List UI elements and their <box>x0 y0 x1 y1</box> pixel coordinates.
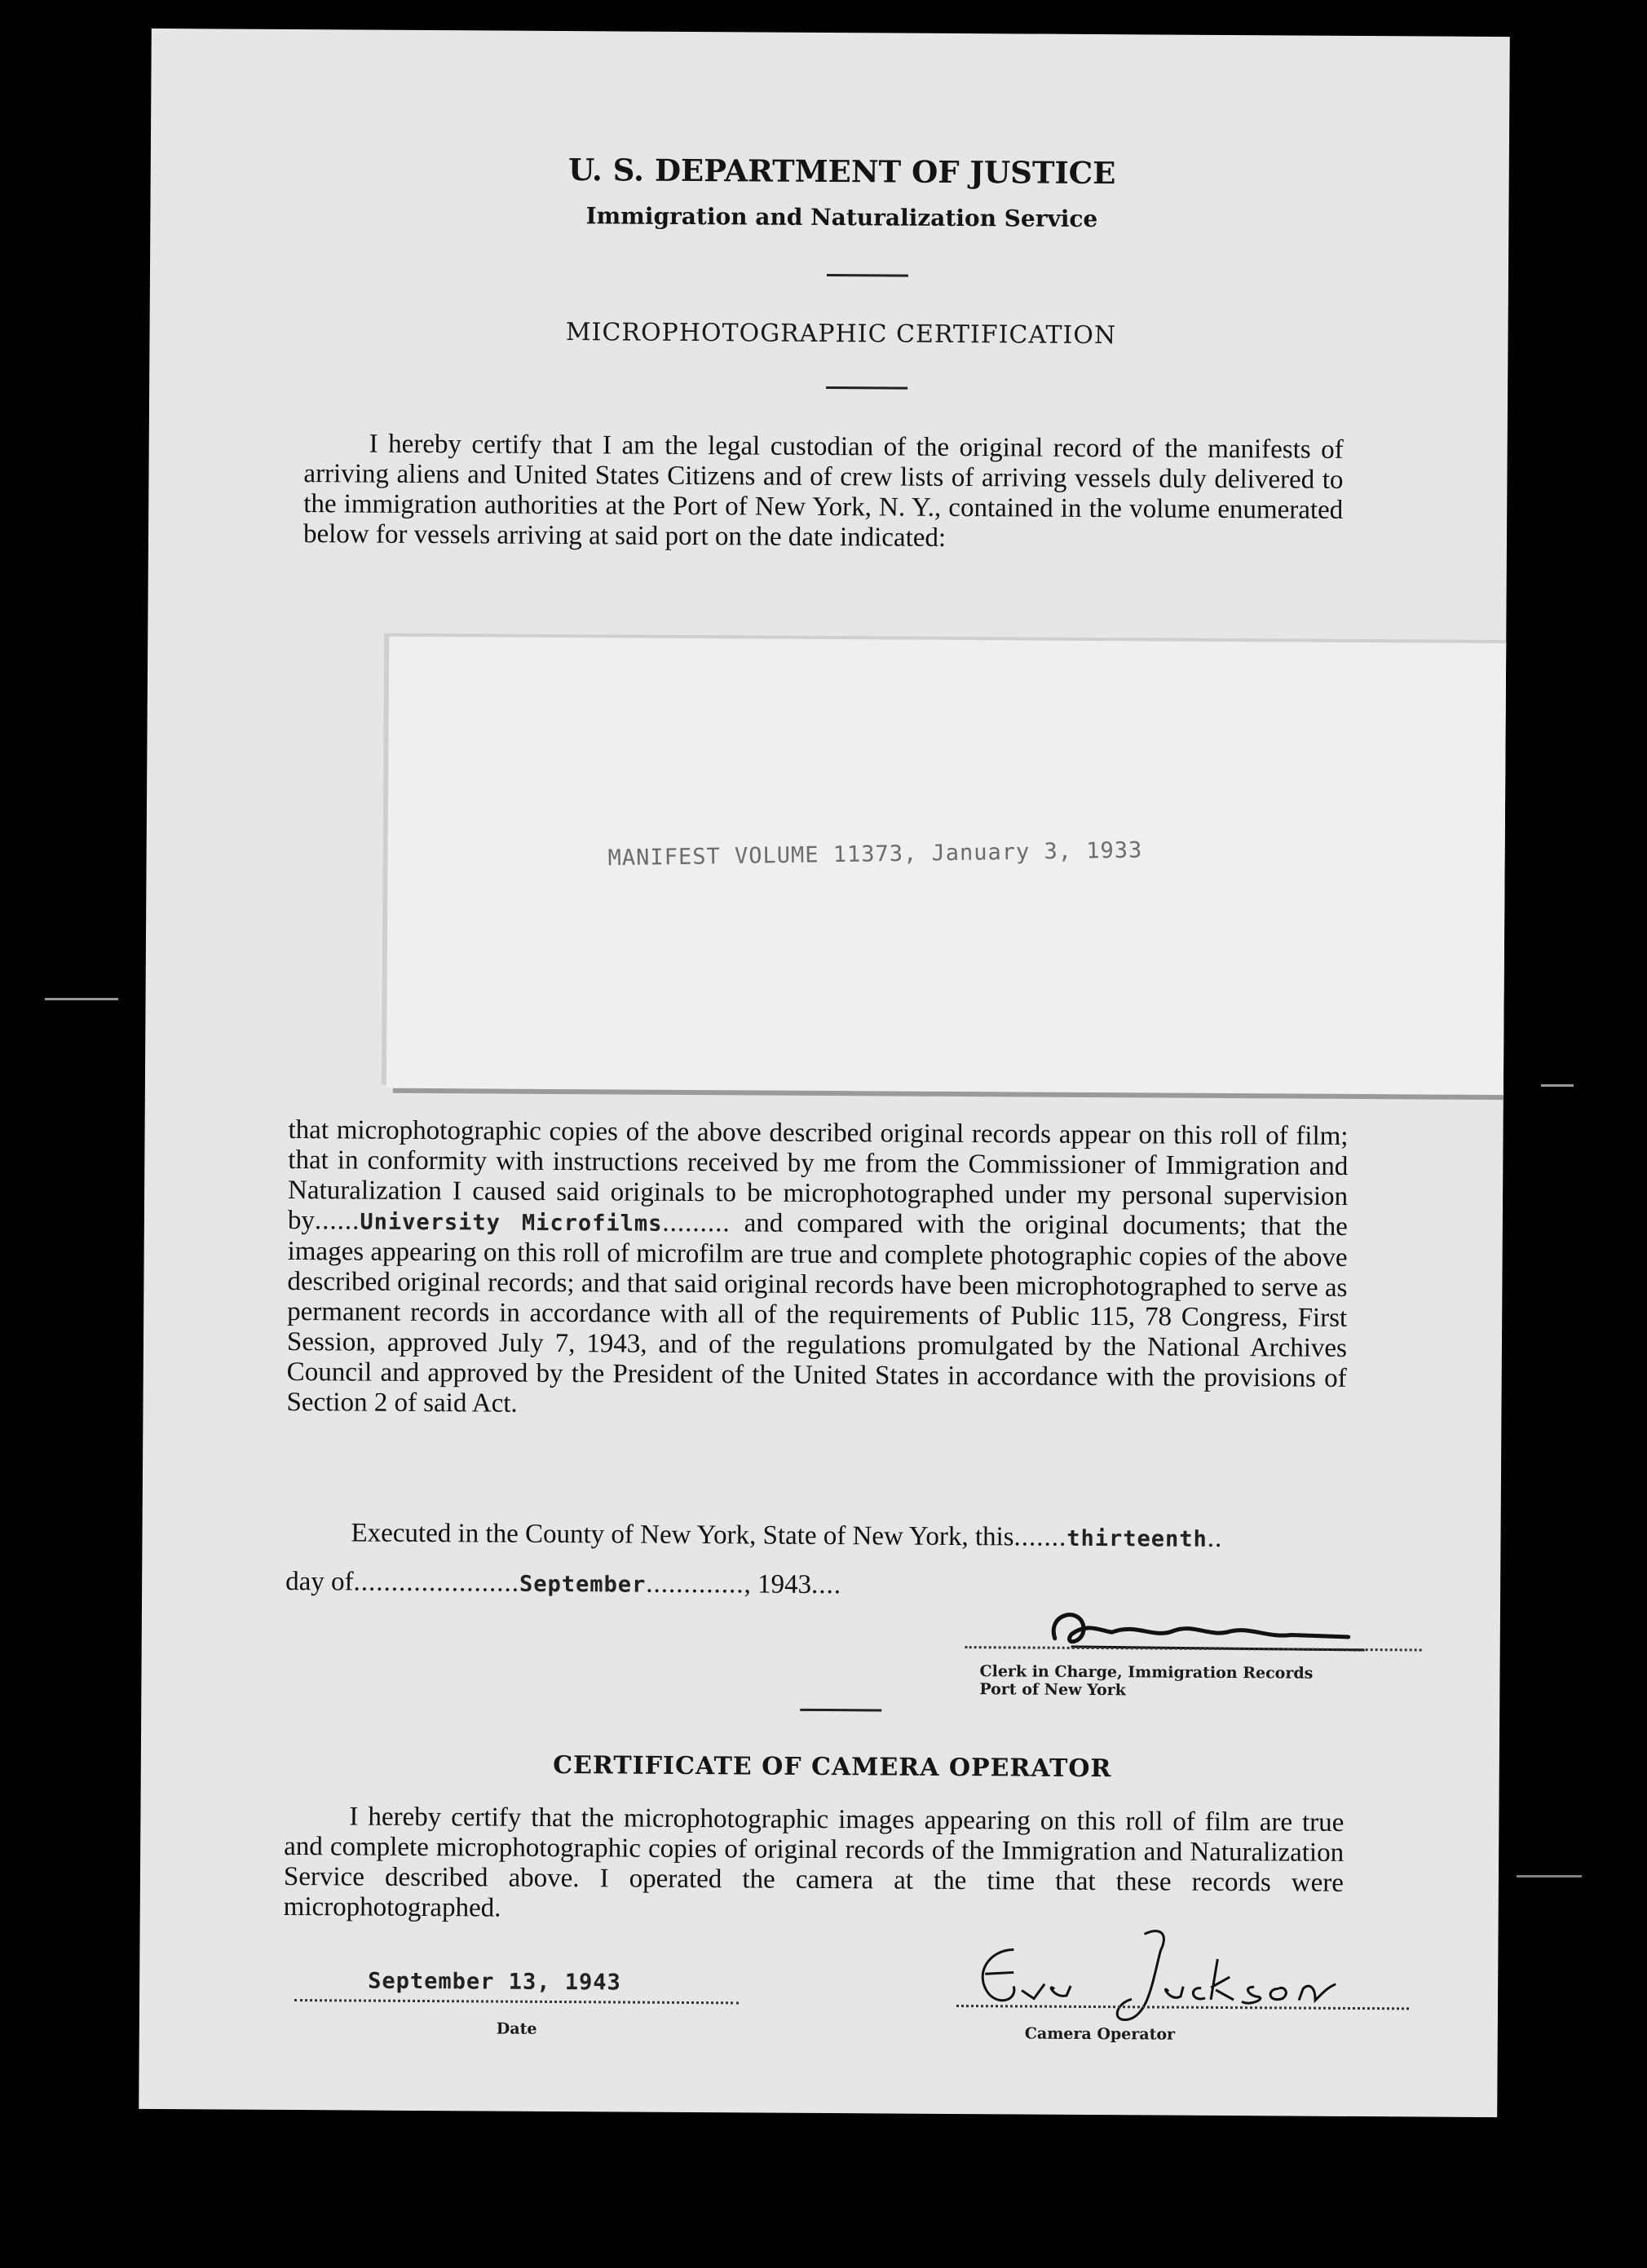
fill-dots: ...... <box>314 1206 360 1236</box>
clerk-signature <box>1022 1597 1365 1665</box>
fill-dots: ...................... <box>353 1567 520 1598</box>
scan-artifact <box>1541 1084 1574 1087</box>
divider <box>826 386 907 390</box>
body-part-1: that microphotographic copies of the above described original records appear on this roll of film; that in conformity with instructions received by me from the Commissioner of Immigration and Naturalization I caused said originals to be microphotographed under my personal supervision by <box>287 1114 1349 1236</box>
department-title: U. S. DEPARTMENT OF JUSTICE <box>567 152 1116 192</box>
date-line-rule <box>294 1999 739 2004</box>
certification-intro: I hereby certify that I am the legal custodian of the original record of the manifests of arriving aliens and United States Citizens and of crew lists of arriving vessels duly delivered to the immigration authorities at the Port of New York, N. Y., contained in the volume enumerated below for vessels arriving at said port on the date indicated: <box>302 429 1344 553</box>
day-of-text: day of <box>285 1566 354 1597</box>
camera-operator-label: Camera Operator <box>1024 2024 1176 2044</box>
camera-date-value: September 13, 1943 <box>368 1968 621 1996</box>
volume-label: MANIFEST VOLUME 11373, January 3, 1933 <box>607 837 1143 871</box>
date-label: Date <box>496 2019 537 2038</box>
photographer-name: University Microfilms <box>360 1209 663 1237</box>
camera-certificate-body: I hereby certify that the microphotographic images appearing on this roll of film are true and complete microphotographic copies of original records of the Immigration and Naturalization Service described above. I operated the camera at the time that these records were microphotographed. <box>283 1802 1345 1923</box>
day-value: thirteenth <box>1066 1525 1208 1552</box>
fill-dots: ....... <box>1013 1522 1067 1552</box>
body-part-2: and compared with the original documents; that the images appearing on this roll of microfilm are true and complete photographic copies of the above described original records; and that said original records have been microphotographed to serve as permanent records in accordance with all of the requirements of Public 115, 78 Congress, First Session, approved July 7, 1943, and of the regulations promulgated by the National Archives Council and approved by the President of the United States in accordance with the provisions of Section 2 of said Act. <box>286 1208 1348 1419</box>
clerk-port-label: Port of New York <box>979 1680 1126 1700</box>
clerk-title-label: Clerk in Charge, Immigration Records <box>979 1662 1314 1683</box>
fill-dots: ............. <box>646 1569 744 1600</box>
fill-dots: .. <box>1207 1523 1223 1553</box>
month-value: September <box>519 1571 647 1598</box>
scan-artifact <box>1517 1875 1582 1877</box>
certification-title: MICROPHOTOGRAPHIC CERTIFICATION <box>565 318 1117 351</box>
fill-dots: .... <box>811 1569 842 1600</box>
fill-dots: ......... <box>662 1207 731 1238</box>
divider <box>800 1709 881 1712</box>
scan-artifact <box>45 998 118 1000</box>
service-subtitle: Immigration and Naturalization Service <box>585 202 1098 233</box>
camera-certificate-title: CERTIFICATE OF CAMERA OPERATOR <box>553 1750 1112 1784</box>
executed-text: Executed in the County of New York, State of New York, this <box>351 1518 1014 1552</box>
certification-body <box>286 1115 1348 1424</box>
volume-label-card <box>386 637 1510 1095</box>
executed-line <box>285 1518 1345 1555</box>
document-page <box>139 29 1510 2117</box>
year-text: , 1943 <box>744 1569 812 1600</box>
divider <box>827 274 908 277</box>
